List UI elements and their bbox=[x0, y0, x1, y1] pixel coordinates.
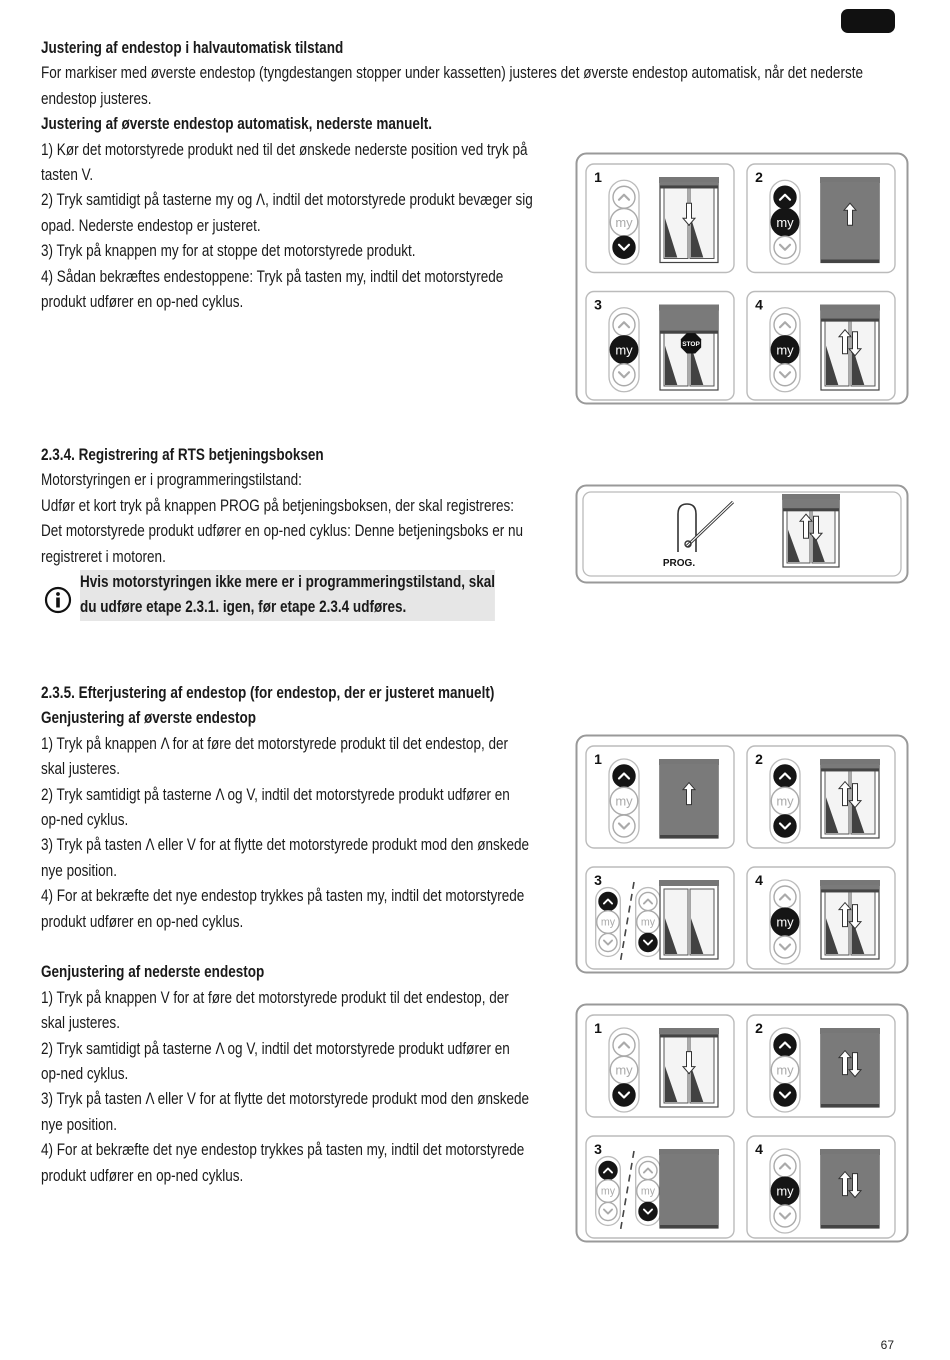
step-line: produkt udfører en op-ned cyklus. bbox=[41, 1166, 244, 1185]
section3-subheading-bottom: Genjustering af nederste endestop bbox=[41, 963, 265, 982]
step-number: 3 bbox=[594, 1141, 602, 1157]
step-line: 3) Tryk på tasten Λ eller V for at flytte det motorstyrede produkt mod den ønskede bbox=[41, 836, 530, 855]
down-button bbox=[774, 1084, 796, 1106]
blind-bar bbox=[660, 1225, 718, 1228]
blind-bar bbox=[821, 889, 879, 892]
step-line: 4) For at bekræfte det nye endestop trykkes på tasten my, indtil det motorstyrede bbox=[41, 1141, 525, 1160]
section2-line: registreret i motoren. bbox=[41, 547, 166, 566]
page-number: 67 bbox=[880, 1338, 894, 1352]
step-number: 3 bbox=[594, 872, 602, 888]
my-label: my bbox=[776, 214, 794, 230]
step-line: op-ned cyklus. bbox=[41, 1065, 129, 1084]
step-line: 1) Kør det motorstyrede produkt ned til det ønskede nederste position ved tryk på bbox=[41, 140, 528, 159]
up-button bbox=[639, 892, 657, 910]
up-button bbox=[613, 314, 635, 336]
up-button bbox=[613, 186, 635, 208]
page-badge bbox=[841, 9, 895, 33]
blind-cassette bbox=[659, 880, 719, 886]
my-label: my bbox=[640, 1185, 656, 1198]
down-button bbox=[774, 236, 796, 258]
step-number: 2 bbox=[755, 751, 763, 767]
up-button bbox=[613, 765, 635, 787]
blind-bar bbox=[783, 508, 839, 511]
down-button bbox=[774, 364, 796, 386]
step-number: 3 bbox=[594, 296, 602, 313]
my-label: my bbox=[615, 342, 633, 358]
up-button bbox=[639, 1161, 657, 1179]
down-button bbox=[774, 1205, 796, 1227]
blind-bar bbox=[660, 185, 718, 188]
prog-label: PROG. bbox=[662, 558, 696, 569]
section2-line: Udfør et kort tryk på knappen PROG på betjeningsboksen, der skal registreres: bbox=[41, 496, 515, 515]
down-button bbox=[613, 364, 635, 386]
step-line: skal justeres. bbox=[41, 760, 120, 779]
blind-bar bbox=[821, 1225, 879, 1228]
section3-subheading-top: Genjustering af øverste endestop bbox=[41, 709, 257, 728]
section1-subheading: Justering af øverste endestop automatisk, nederste manuelt. bbox=[41, 115, 432, 134]
step-line: 4) For at bekræfte det nye endestop trykkes på tasten my, indtil det motorstyrede bbox=[41, 887, 525, 906]
section3-text bbox=[41, 681, 529, 1189]
up-button bbox=[774, 314, 796, 336]
step-number: 1 bbox=[594, 169, 602, 185]
section2-note bbox=[80, 570, 495, 621]
my-label: my bbox=[615, 1062, 633, 1078]
down-button bbox=[613, 1084, 635, 1106]
figure-adjust-endstops bbox=[575, 152, 909, 405]
up-button bbox=[599, 892, 617, 910]
step-line: 3) Tryk på tasten Λ eller V for at flytte det motorstyrede produkt mod den ønskede bbox=[41, 1090, 530, 1109]
step-line: skal justeres. bbox=[41, 1014, 120, 1033]
down-button bbox=[639, 933, 657, 951]
stop-label: STOP bbox=[682, 341, 700, 349]
blind-bar bbox=[660, 1034, 718, 1037]
info-icon bbox=[43, 585, 73, 615]
spacer bbox=[41, 935, 529, 960]
down-button bbox=[599, 1202, 617, 1220]
blind-bar bbox=[660, 835, 718, 838]
down-button bbox=[774, 815, 796, 837]
up-button bbox=[599, 1161, 617, 1179]
section2-line: Det motorstyrede produkt udfører en op-ned cyklus: Denne betjeningsboks er nu bbox=[41, 522, 524, 541]
up-button bbox=[774, 886, 796, 908]
step-line: 2) Tryk samtidigt på tasterne Λ og V, indtil det motorstyrede produkt udfører en bbox=[41, 1039, 510, 1058]
my-label: my bbox=[776, 1183, 794, 1199]
my-label: my bbox=[776, 342, 794, 358]
section1-intro-line: endestop justeres. bbox=[41, 89, 152, 108]
my-label: my bbox=[600, 1185, 616, 1198]
note-line: du udføre etape 2.3.1. igen, før etape 2.3.4 udføres. bbox=[80, 595, 495, 620]
up-button bbox=[774, 1155, 796, 1177]
blind-bar bbox=[821, 1104, 879, 1107]
my-label: my bbox=[600, 916, 616, 929]
up-button bbox=[774, 765, 796, 787]
down-button bbox=[774, 936, 796, 958]
step-line: 4) Sådan bekræftes endestoppene: Tryk på tasten my, indtil det motorstyrede bbox=[41, 267, 504, 286]
step-number: 4 bbox=[755, 1141, 763, 1157]
down-button bbox=[613, 236, 635, 258]
down-button bbox=[613, 815, 635, 837]
blind-bar bbox=[821, 260, 879, 263]
blind-fabric bbox=[660, 1154, 718, 1228]
my-label: my bbox=[615, 214, 633, 230]
step-number: 4 bbox=[755, 296, 763, 313]
step-line: nye position. bbox=[41, 1115, 117, 1134]
step-line: 2) Tryk samtidigt på tasterne my og Λ, indtil det motorstyrede produkt bevæger sig bbox=[41, 191, 533, 210]
down-button bbox=[599, 933, 617, 951]
note-line: Hvis motorstyringen ikke mere er i programmeringstilstand, skal bbox=[80, 570, 495, 595]
section1-intro-line: For markiser med øverste endestop (tyngdestangen stopper under kassetten) justeres det øverste endestop automatisk, når det nederste bbox=[41, 64, 864, 83]
step-number: 2 bbox=[755, 169, 763, 185]
step-line: 2) Tryk samtidigt på tasterne Λ og V, indtil det motorstyrede produkt udfører en bbox=[41, 785, 510, 804]
step-line: 1) Tryk på knappen V for at føre det motorstyrede produkt til det endestop, der bbox=[41, 988, 509, 1007]
step-line: tasten V. bbox=[41, 166, 94, 185]
section2-text bbox=[41, 443, 523, 570]
up-button bbox=[613, 1034, 635, 1056]
step-line: nye position. bbox=[41, 861, 117, 880]
section1-heading: Justering af endestop i halvautomatisk tilstand bbox=[41, 39, 344, 57]
up-button bbox=[774, 186, 796, 208]
step-number: 4 bbox=[755, 872, 763, 888]
figure-readjust-top bbox=[575, 734, 909, 974]
up-button bbox=[774, 1034, 796, 1056]
step-line: produkt udfører en op-ned cyklus. bbox=[41, 912, 244, 931]
section3-heading: 2.3.5. Efterjustering af endestop (for endestop, der er justeret manuelt) bbox=[41, 684, 495, 702]
my-label: my bbox=[640, 916, 656, 929]
my-label: my bbox=[776, 1062, 794, 1078]
my-label: my bbox=[776, 793, 794, 809]
blind-fabric bbox=[660, 310, 718, 334]
section2-line: Motorstyringen er i programmeringstilstand: bbox=[41, 471, 302, 490]
step-line: 1) Tryk på knappen Λ for at føre det motorstyrede produkt til det endestop, der bbox=[41, 734, 509, 753]
figure-register-remote bbox=[575, 484, 909, 584]
section2-heading: 2.3.4. Registrering af RTS betjeningsboksen bbox=[41, 446, 324, 464]
step-line: produkt udfører en op-ned cyklus. bbox=[41, 293, 244, 312]
my-label: my bbox=[776, 914, 794, 930]
down-button bbox=[639, 1202, 657, 1220]
step-number: 1 bbox=[594, 751, 602, 767]
step-line: 3) Tryk på knappen my for at stoppe det motorstyrede produkt. bbox=[41, 242, 416, 261]
blind-bar bbox=[821, 768, 879, 771]
step-number: 1 bbox=[594, 1020, 602, 1036]
my-label: my bbox=[615, 793, 633, 809]
blind-bar bbox=[821, 319, 879, 322]
step-line: op-ned cyklus. bbox=[41, 811, 129, 830]
figure-readjust-bottom bbox=[575, 1003, 909, 1243]
step-number: 2 bbox=[755, 1020, 763, 1036]
step-line: opad. Nederste endestop er justeret. bbox=[41, 216, 261, 235]
step-panel bbox=[583, 492, 901, 576]
